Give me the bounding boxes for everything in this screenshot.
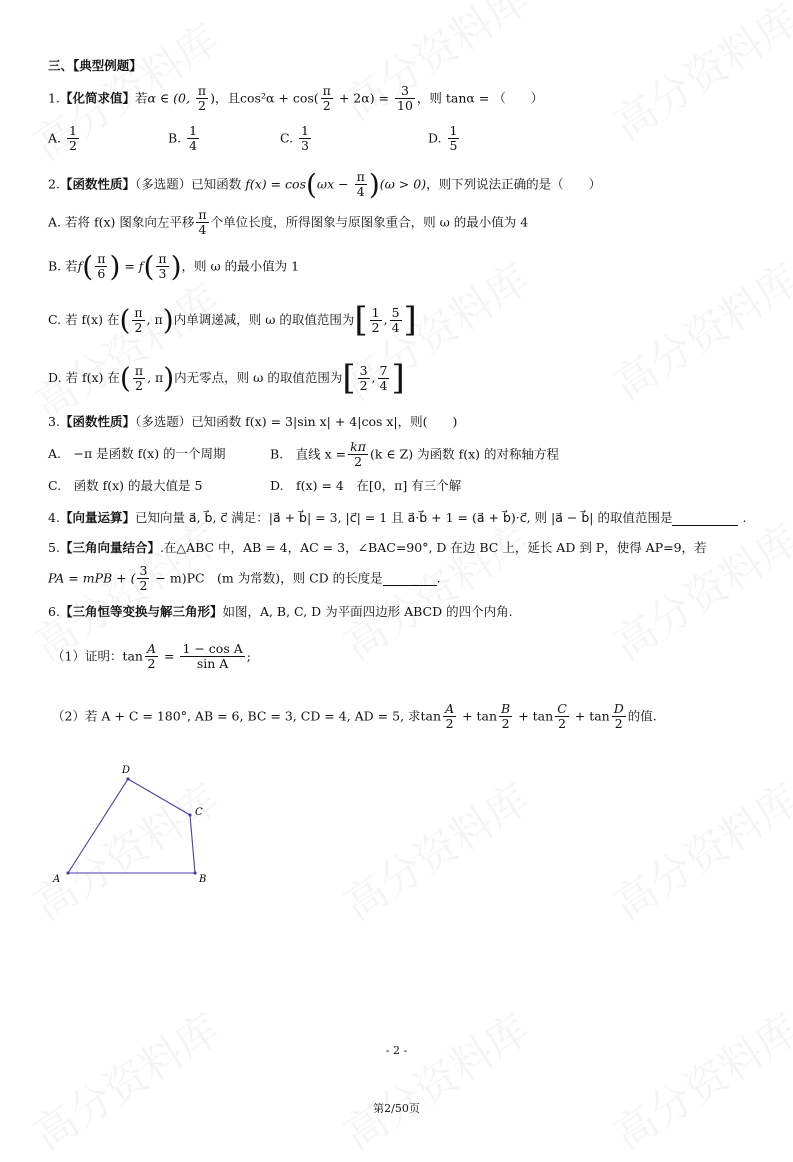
math: = (160, 648, 179, 664)
watermark (21, 998, 230, 1162)
denominator: 4 (198, 222, 207, 238)
paren: ) (170, 250, 182, 283)
label-b: B (199, 874, 207, 885)
quadrilateral-figure (40, 760, 230, 890)
math: , π (146, 311, 163, 327)
page-counter: 第2/50页 (373, 1102, 420, 1115)
math: tan (589, 708, 610, 724)
option-label: B. (167, 130, 182, 146)
paren: ( (119, 303, 131, 337)
denominator: 5 (449, 138, 458, 154)
text: ω 的最小值为 1 (206, 258, 300, 274)
bracket: ] (391, 358, 405, 398)
math: cos²α + cos( (240, 90, 319, 106)
fraction (499, 702, 512, 732)
question-tag: 【三角向量结合】 (59, 540, 160, 555)
paren: ( (119, 361, 131, 395)
bracket: [ (342, 358, 356, 398)
vertex-a (66, 871, 69, 874)
question-tag: 【函数性质】 (59, 176, 135, 192)
math: f (77, 258, 83, 274)
text: . (742, 510, 747, 525)
label-a: A (53, 874, 61, 885)
numerator: 1 (189, 123, 198, 138)
numerator: kπ (350, 439, 366, 454)
numerator: C (557, 701, 567, 716)
label-c: C (195, 807, 203, 818)
watermark (331, 768, 540, 933)
question-6-part-1 (52, 642, 251, 672)
fraction (299, 124, 311, 154)
question-6-part-2 (52, 702, 657, 732)
question-2-option-b: B. 若f( $\frac{\pi}{6}$ ) = f( $\frac{\pi}{3}$ )，则 ω 的最小值为 1 (48, 250, 300, 283)
denominator: 2 (322, 98, 331, 114)
text: ω 的取值范围为 (261, 311, 355, 327)
numerator: 3 (359, 362, 368, 378)
fraction (390, 306, 402, 336)
denominator: 2 (69, 138, 77, 154)
numerator: π (158, 250, 167, 266)
denominator: 3 (301, 138, 309, 154)
option-a (48, 124, 164, 154)
fraction (187, 124, 199, 154)
option-c (280, 124, 424, 154)
question-2-option-a (48, 208, 528, 238)
label-d: D (122, 765, 131, 776)
answer-blank[interactable] (383, 570, 437, 586)
question-2-option-c: C. 若 f(x) 在( $\frac{\pi}{2}$ , π)内单调递减，则 ω 的取值范围为[ $\frac{1}{2}$ , $\frac{5}{4}$ ] (48, 300, 417, 340)
option-a: A. −π 是函数 f(x) 的一个周期 (48, 446, 226, 462)
denominator: 2 (501, 716, 510, 732)
text: （2）若 A + C = 180°, AB = 6, BC = 3, CD = 4, AD = 5, 求 (52, 708, 421, 724)
fraction (321, 84, 333, 114)
numerator: A (146, 641, 157, 656)
text: B. 若 (48, 258, 78, 274)
text: ，且 (215, 90, 241, 106)
page-number: - 2 - (385, 1044, 408, 1057)
question-1-options (48, 124, 461, 154)
question-tag: 【函数性质】 (59, 414, 135, 429)
question-tag: 【向量运算】 (59, 510, 135, 525)
paren: ( (143, 250, 155, 283)
fraction (355, 170, 367, 200)
watermark (601, 508, 793, 673)
question-4-stem (48, 510, 746, 526)
numerator: 3 (139, 563, 148, 578)
fraction (555, 702, 569, 732)
watermark (21, 268, 230, 433)
denominator: 2 (134, 377, 143, 393)
answer-blank[interactable] (672, 510, 738, 526)
denominator: 6 (97, 266, 106, 282)
text: ，则 (416, 90, 442, 106)
text: （多选题）已知函数 (134, 176, 242, 192)
denominator: 2 (614, 716, 623, 732)
math: ωx − (316, 176, 353, 192)
bracket: [ (354, 300, 368, 340)
denominator: 10 (397, 98, 413, 114)
math: + 2α) = (334, 90, 393, 106)
fraction (95, 252, 107, 282)
denominator: 2 (198, 98, 206, 114)
question-2-stem (48, 168, 601, 202)
text: .在△ABC 中，AB = 4，AC = 3，∠BAC=90°, D 在边 BC 上，延长 AD 到 P，使得 AP=9，若 (159, 540, 707, 555)
denominator: 4 (189, 138, 198, 154)
denominator: 4 (379, 377, 388, 393)
watermark (601, 768, 793, 933)
option-b (168, 124, 276, 154)
numerator: 1 (371, 304, 380, 320)
numerator: π (198, 207, 207, 222)
text: （1）证明：tan (52, 648, 143, 664)
option-label: C. (279, 130, 294, 146)
math: tan (476, 708, 498, 724)
fraction (612, 702, 626, 732)
text: A. 若将 f(x) 图象向左平移 (48, 214, 195, 230)
numerator: B (501, 701, 511, 716)
option-c: C. 函数 f(x) 的最大值是 5 (48, 478, 203, 493)
denominator: sin A (196, 656, 229, 672)
numerator: 3 (395, 84, 415, 99)
option-b: B. 直线 x = (270, 446, 347, 462)
fraction (358, 364, 370, 394)
numerator: π (97, 250, 106, 266)
question-2-option-d: D. 若 f(x) 在( $\frac{\pi}{2}$ , π)内无零点，则 ω 的取值范围为[ $\frac{3}{2}$ , $\frac{7}{4}$ ] (48, 358, 405, 398)
fraction (67, 124, 79, 154)
question-number: 1. (48, 90, 60, 106)
vertex-d (126, 777, 129, 780)
fraction (378, 364, 390, 394)
numerator: 1 (449, 123, 458, 138)
text: 若 (134, 90, 148, 106)
question-5-stem (48, 540, 707, 555)
fraction (443, 702, 456, 732)
question-3-stem (48, 414, 457, 429)
text: ; (246, 648, 251, 664)
denominator: 2 (359, 377, 368, 393)
vertex-c (188, 813, 191, 816)
denominator: 2 (558, 716, 566, 732)
fraction (180, 642, 244, 672)
text: （多选题）已知函数 f(x) = 3|sin x| + 4|cos x|，则( ) (134, 414, 458, 429)
question-number: 4. (48, 510, 60, 525)
option-d (428, 124, 462, 154)
numerator: 1 (301, 123, 309, 138)
text: D. 若 f(x) 在 (48, 369, 120, 385)
question-3-options-ab (48, 440, 559, 470)
text: ω 的最小值为 4 (435, 214, 529, 230)
denominator: 4 (356, 184, 365, 200)
numerator: 5 (391, 304, 400, 320)
fraction (156, 252, 168, 282)
numerator: π (134, 362, 144, 378)
math: + (458, 708, 477, 724)
fraction (196, 208, 208, 238)
text: 已知向量 a⃗, b⃗, c⃗ 满足：|a⃗ + b⃗| = 3, |c⃗| = 1 且 a⃗·b⃗ + 1 = (a⃗ + b⃗)·c⃗, 则 |a⃗ − b⃗| 的取值范围是 (134, 510, 673, 525)
math: + (570, 708, 590, 724)
text: . (436, 570, 441, 586)
text: 的值. (627, 708, 657, 724)
bracket: ] (403, 300, 417, 340)
fraction (145, 642, 158, 672)
math: tan (420, 708, 442, 724)
numerator: π (197, 83, 207, 98)
paren: ( (82, 250, 94, 283)
math: PA = mPB + ( (48, 570, 136, 586)
numerator: D (613, 701, 624, 716)
numerator: π (322, 83, 331, 98)
question-number: 5. (48, 540, 60, 555)
vertex-b (193, 871, 196, 874)
fraction (370, 306, 382, 336)
math: + (514, 708, 533, 724)
numerator: π (134, 304, 143, 320)
denominator: 2 (371, 319, 380, 335)
quadrilateral-abcd (68, 779, 195, 873)
numerator: 1 − cos A (182, 641, 243, 656)
math: , π (147, 369, 164, 385)
text: 个单位长度，所得图象与原图象重合，则 (210, 214, 436, 230)
denominator: 2 (354, 454, 363, 470)
question-6-stem (48, 604, 513, 619)
paren: ) (163, 361, 175, 395)
text: − m)PC (m 为常数)，则 CD 的长度是 (151, 570, 383, 586)
paren: ) (109, 250, 121, 283)
math: f(x) = cos (241, 176, 306, 192)
paren: ) (162, 303, 174, 337)
question-tag: 【化简求值】 (59, 90, 135, 106)
fraction (137, 564, 149, 594)
text: ω 的取值范围为 (249, 369, 343, 385)
numerator: A (445, 701, 455, 716)
watermark (601, 0, 793, 152)
question-number: 6. (48, 604, 60, 619)
math: f (138, 258, 144, 274)
fraction (448, 124, 460, 154)
paren: ( (305, 168, 317, 201)
question-number: 3. (48, 414, 60, 429)
section-title: 三、【典型例题】 (48, 58, 142, 73)
option-label: A. (48, 130, 62, 146)
fraction (196, 84, 208, 114)
numerator: π (356, 168, 365, 184)
watermark (601, 998, 793, 1162)
denominator: 2 (445, 716, 454, 732)
text: 内单调递减，则 (173, 311, 262, 327)
math: tan (532, 708, 554, 724)
fraction (395, 84, 415, 114)
text: 如图，A, B, C, D 为平面四边形 ABCD 的四个内角. (222, 604, 513, 619)
fraction (348, 440, 368, 470)
text: 内无零点，则 (174, 369, 250, 385)
math: ) (210, 90, 215, 106)
math: (ω > 0) (379, 176, 427, 192)
denominator: 2 (139, 578, 148, 594)
paren: ) (368, 168, 380, 201)
fraction (132, 306, 144, 336)
option-d: D. f(x) = 4 在[0，π] 有三个解 (270, 478, 462, 493)
math: α ∈ (0, (147, 90, 194, 106)
denominator: 3 (158, 266, 167, 282)
watermark (601, 248, 793, 413)
denominator: 2 (147, 656, 156, 672)
question-1-stem (48, 84, 543, 114)
fraction (133, 364, 145, 394)
question-tag: 【三角恒等变换与解三角形】 (59, 604, 223, 619)
question-number: 2. (48, 176, 60, 192)
text: (k ∈ Z) 为函数 f(x) 的对称轴方程 (369, 446, 560, 462)
denominator: 2 (134, 319, 143, 335)
math: tanα = （ ） (441, 90, 544, 106)
question-3-options-cd (48, 478, 461, 493)
text: ，则 (181, 258, 207, 274)
watermark (331, 998, 540, 1162)
text: ，则下列说法正确的是（ ） (426, 176, 602, 192)
numerator: 7 (379, 362, 388, 378)
option-label: D. (427, 130, 442, 146)
text: C. 若 f(x) 在 (48, 311, 120, 327)
numerator: 1 (69, 123, 77, 138)
denominator: 4 (391, 319, 400, 335)
question-5-line-2 (48, 564, 441, 594)
